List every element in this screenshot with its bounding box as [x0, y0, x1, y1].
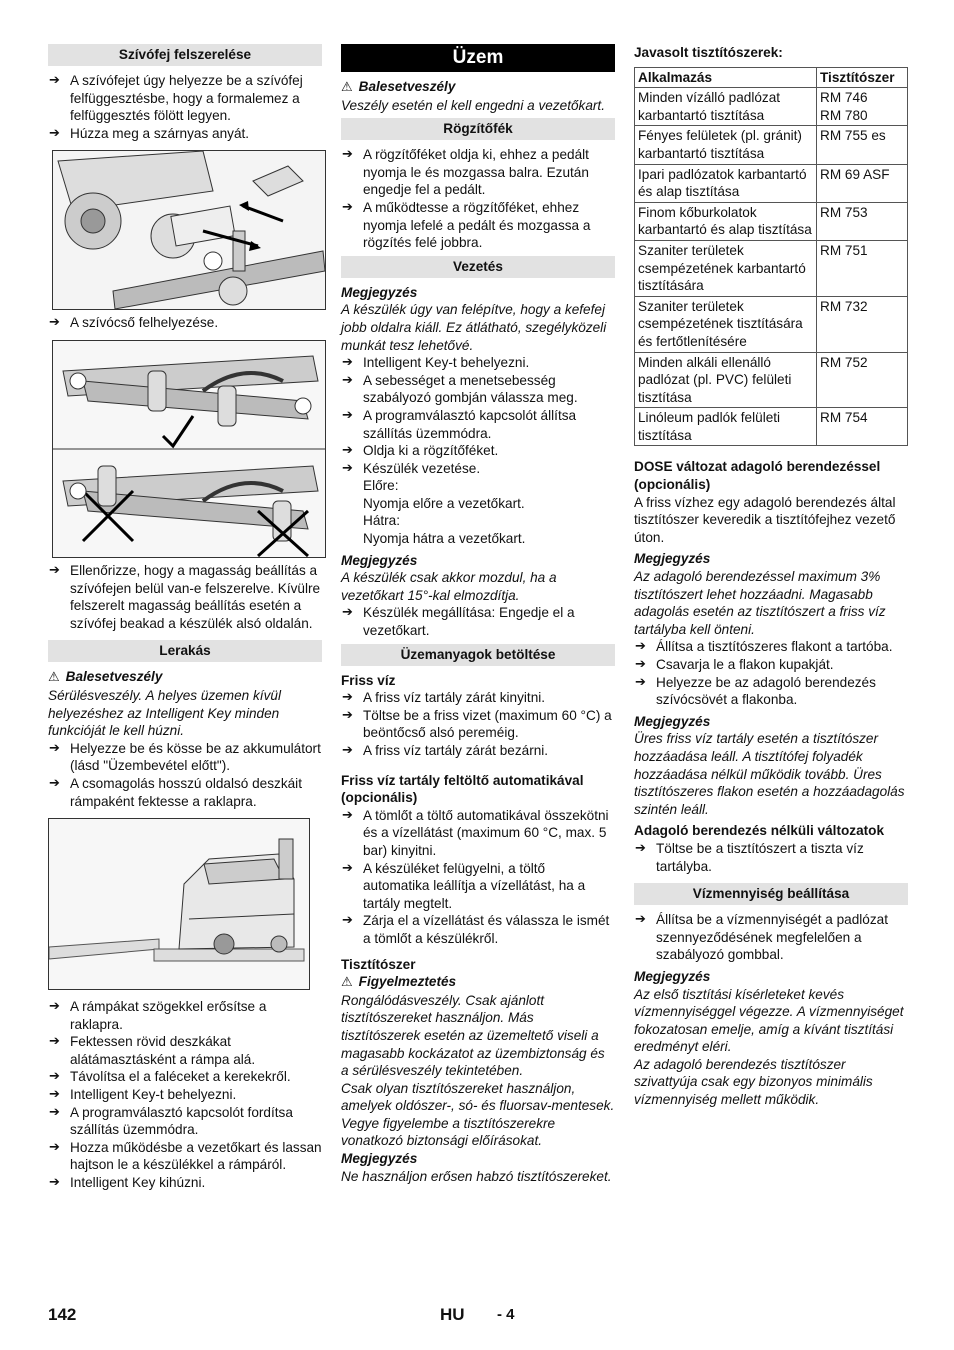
table-row: [635, 202, 908, 240]
section-title-suction-head: Szívófej felszerelése: [48, 44, 322, 66]
note-text: Üres friss víz tartály esetén a tisztítószer hozzáadása leáll. A tisztítófej folyadék hozzáadása nélkül működik tovább. Üres tisztítószeres flakon esetén a hozzáadagolás szintén leáll.: [634, 731, 905, 817]
table-cell: RM 752: [817, 352, 908, 408]
table-cell: Ipari padlózatok karbantartó és alap tisztítása: [635, 164, 817, 202]
warning-triangle-icon: ⚠: [341, 975, 353, 991]
table-cell: Szaniter területek csempézetének tisztítására és fertőtlenítésére: [635, 296, 817, 352]
section-title-water-quantity: Vízmennyiség beállítása: [634, 883, 908, 905]
section-title-unloading: Lerakás: [48, 640, 322, 662]
instruction-step: ➔ Zárja el a vízellátást és válassza le ismét a tömlőt a készülékről.: [341, 912, 615, 947]
section-title-filling: Üzemanyagok betöltése: [341, 644, 615, 666]
instruction-step: ➔ A szívócső felhelyezése.: [48, 314, 322, 332]
warning-heading: ⚠ Balesetveszély: [48, 669, 163, 686]
table-cell: RM 732: [817, 296, 908, 352]
direction-text: Nyomja hátra a vezetőkart.: [363, 531, 526, 547]
subsection-title-fresh-water: Friss víz: [341, 672, 396, 688]
table-cell: Finom kőburkolatok karbantartó és alap tisztítása: [635, 202, 817, 240]
suction-head-illustration: [53, 151, 326, 310]
note-heading: Megjegyzés: [341, 284, 418, 300]
instruction-step: ➔ A csomagolás hosszú oldalsó deszkáit rámpaként fektesse a raklapra.: [48, 775, 322, 810]
warning-text: Sérülésveszély. A helyes üzemen kívül helyezéshez az Intelligent Key minden funkcióját le kell húzni.: [48, 687, 281, 739]
instruction-step: ➔ A sebességet a menetsebesség szabályozó gombján válassza meg.: [341, 372, 615, 407]
table-cell: Linóleum padlók felületi tisztítása: [635, 408, 817, 446]
caution-text: Rongálódásveszély. Csak ajánlott tisztítószereket használjon. Más tisztítószerek esetén az üzemeltető viseli a magasabb kockázatot az üzembiztonság és a sérülésveszély tekintetében.: [341, 992, 605, 1079]
instruction-step: ➔ A rögzítőféket oldja ki, ehhez a pedált nyomja le és mozgassa balra. Ezután engedje fel a pedált.: [341, 146, 615, 199]
section-title-parking-brake: Rögzítőfék: [341, 118, 615, 140]
chapter-title: Üzem: [341, 44, 615, 72]
note-text: Az adagoló berendezés tisztítószer szivattyúja csak egy bizonyos minimális vízmennyiség mellett működik.: [634, 1056, 873, 1108]
instruction-step: ➔ Oldja ki a rögzítőféket.: [341, 442, 615, 460]
direction-label: Előre:: [363, 478, 399, 494]
caution-text: Vegye figyelembe a tisztítószerekre vonatkozó biztonsági előírásokat.: [341, 1115, 556, 1149]
table-cell: Fényes felületek (pl. gránit) karbantartó tisztítása: [635, 126, 817, 164]
instruction-step: ➔ Készülék megállítása: Engedje el a vezetőkart.: [341, 604, 615, 639]
instruction-step: ➔ Húzza meg a szárnyas anyát.: [48, 125, 322, 143]
table-header-row: [635, 67, 908, 88]
table-row: [635, 88, 908, 126]
table-cell: RM 746 RM 780: [817, 88, 908, 126]
instruction-step: ➔ A rámpákat szögekkel erősítse a raklapra.: [48, 998, 322, 1033]
paragraph: A friss vízhez egy adagoló berendezés által tisztítószer keveredik a tisztítófejhez vezető úton.: [634, 494, 896, 545]
instruction-step: ➔ Töltse be a friss vizet (maximum 60 °C) a beöntőcső alsó pereméig.: [341, 707, 615, 742]
table-row: [635, 126, 908, 164]
table-cell: RM 754: [817, 408, 908, 446]
table-cell: RM 69 ASF: [817, 164, 908, 202]
instruction-step: ➔ Fektessen rövid deszkákat alátámasztásként a rámpa alá.: [48, 1033, 322, 1068]
direction-text: Nyomja előre a vezetőkart.: [363, 495, 525, 511]
subsection-title-no-dose: Adagoló berendezés nélküli változatok: [634, 823, 885, 839]
table-header-cell: Tisztítószer: [817, 67, 908, 88]
figure-suction-head-mount: [52, 150, 326, 310]
table-row: [635, 296, 908, 352]
note-heading: Megjegyzés: [634, 713, 711, 729]
language-code: HU: [440, 1305, 465, 1324]
instruction-step: ➔ A tömlőt a töltő automatikával összekötni és a vízellátást (maximum 60 °C, max. 5 bar) kinyitni.: [341, 807, 615, 860]
figure-suction-hose: [52, 340, 326, 558]
subsection-title-auto-fill: Friss víz tartály feltöltő automatikával (opcionális): [341, 772, 584, 806]
column-3: [634, 44, 908, 1109]
section-title-driving: Vezetés: [341, 256, 615, 278]
recommended-detergents-title: Javasolt tisztítószerek:: [634, 45, 783, 60]
instruction-step: ➔ A szívófejet úgy helyezze be a szívófej felfüggesztésbe, hogy a formalemez a felfüggesztés fölött legyen.: [48, 72, 322, 125]
table-cell: Minden vízálló padlózat karbantartó tisztítása: [635, 88, 817, 126]
instruction-step: ➔ Intelligent Key-t behelyezni.: [341, 354, 615, 372]
note-heading: Megjegyzés: [634, 968, 711, 984]
instruction-step: ➔ Helyezze be és kösse be az akkumulátort (lásd "Üzembevétel előtt").: [48, 740, 322, 775]
instruction-step: ➔ A programválasztó kapcsolót állítsa szállítás üzemmódra.: [341, 407, 615, 442]
warning-heading: ⚠ Balesetveszély: [341, 79, 456, 95]
machine-on-pallet-illustration: [49, 819, 310, 990]
table-cell: RM 755 es: [817, 126, 908, 164]
instruction-step: ➔ Hozza működésbe a vezetőkart és lassan hajtson le a készülékkel a rámpáról.: [48, 1139, 322, 1174]
instruction-step: ➔ Intelligent Key kihúzni.: [48, 1174, 322, 1192]
subsection-title-detergent: Tisztítószer: [341, 956, 416, 972]
instruction-step: ➔ A friss víz tartály zárát bezárni.: [341, 742, 615, 760]
table-cell: RM 751: [817, 240, 908, 296]
table-row: [635, 408, 908, 446]
table-row: [635, 352, 908, 408]
table-cell: Minden alkáli ellenálló padlózat (pl. PVC) felületi tisztítása: [635, 352, 817, 408]
caution-heading: ⚠ Figyelmeztetés: [341, 974, 457, 991]
warning-triangle-icon: ⚠: [341, 80, 353, 95]
instruction-step: ➔ A friss víz tartály zárát kinyitni.: [341, 689, 615, 707]
caution-text: Csak olyan tisztítószereket használjon, amelyek oldószer-, só- és fluorsav-mentesek.: [341, 1080, 615, 1114]
suction-hose-illustration: [53, 341, 326, 558]
page-number: 142: [48, 1305, 77, 1324]
direction-label: Hátra:: [363, 513, 401, 529]
instruction-step: ➔ A készüléket felügyelni, a töltő automatika leállítja a vízellátást, ha a tartály megtelt.: [341, 860, 615, 913]
note-text: Az első tisztítási kísérleteket kevés vízmennyiséggel végezze. A vízmennyiséget fokozatosan emelje, amíg a kívánt tisztítási eredményt eléri.: [634, 986, 904, 1055]
note-text: Ne használjon erősen habzó tisztítószereket.: [341, 1168, 612, 1184]
subsection-title-dose: DOSE változat adagoló berendezéssel (opcionális): [634, 459, 881, 493]
note-heading: Megjegyzés: [341, 1151, 418, 1167]
table-row: [635, 164, 908, 202]
figure-ramp-unloading: [48, 818, 310, 990]
table-cell: Szaniter területek csempézetének karbantartó tisztítására: [635, 240, 817, 296]
warning-text: Veszély esetén el kell engedni a vezetőkart.: [341, 97, 605, 113]
instruction-step: ➔ A működtesse a rögzítőféket, ehhez nyomja lefelé a pedált és mozgassa a rögzítés felé jobbra.: [341, 199, 615, 252]
instruction-step: ➔ Állítsa a tisztítószeres flakont a tartóba.: [634, 638, 908, 656]
instruction-step: ➔ Ellenőrizze, hogy a magasság beállítás a szívófejen belül van-e felszerelve. Kívülre felszerelt magasság beállítás esetén a szívófej beakad a készülék alsó oldalán.: [48, 562, 322, 632]
table-row: [635, 240, 908, 296]
instruction-step: ➔ A programválasztó kapcsolót fordítsa szállítás üzemmódra.: [48, 1104, 322, 1139]
column-2: [341, 44, 615, 1185]
note-text: A készülék csak akkor mozdul, ha a vezetőkart 15°-kal elmozdítja.: [341, 570, 557, 603]
table-cell: RM 753: [817, 202, 908, 240]
column-1: [48, 44, 322, 1192]
instruction-step: ➔ Készülék vezetése.: [341, 460, 615, 478]
table-header-cell: Alkalmazás: [635, 67, 817, 88]
instruction-step: ➔ Csavarja le a flakon kupakját.: [634, 656, 908, 674]
note-heading: Megjegyzés: [634, 551, 711, 567]
detergent-table: [634, 67, 908, 447]
instruction-step: ➔ Helyezze be az adagoló berendezés szívócsövét a flakonba.: [634, 674, 908, 709]
section-page: - 4: [497, 1306, 515, 1323]
instruction-step: ➔ Intelligent Key-t behelyezni.: [48, 1086, 322, 1104]
note-text: A készülék úgy van felépítve, hogy a kefefej jobb oldalra kiáll. Ez átlátható, szegélyközeli munkát tesz lehetővé.: [341, 302, 607, 353]
warning-triangle-icon: ⚠: [48, 670, 60, 686]
note-heading: Megjegyzés: [341, 552, 418, 568]
instruction-step: ➔ Állítsa be a vízmennyiségét a padlózat szennyeződésének megfelelően a szabályozó gombbal.: [634, 911, 908, 964]
instruction-step: ➔ Távolítsa el a faléceket a kerekekről.: [48, 1068, 322, 1086]
instruction-step: ➔ Töltse be a tisztítószert a tiszta víz tartályba.: [634, 840, 908, 875]
note-text: Az adagoló berendezéssel maximum 3% tisztítószert lehet hozzáadni. Magasabb adagolás esetén az tisztítószert a friss víz tartályba kell önteni.: [634, 569, 886, 637]
